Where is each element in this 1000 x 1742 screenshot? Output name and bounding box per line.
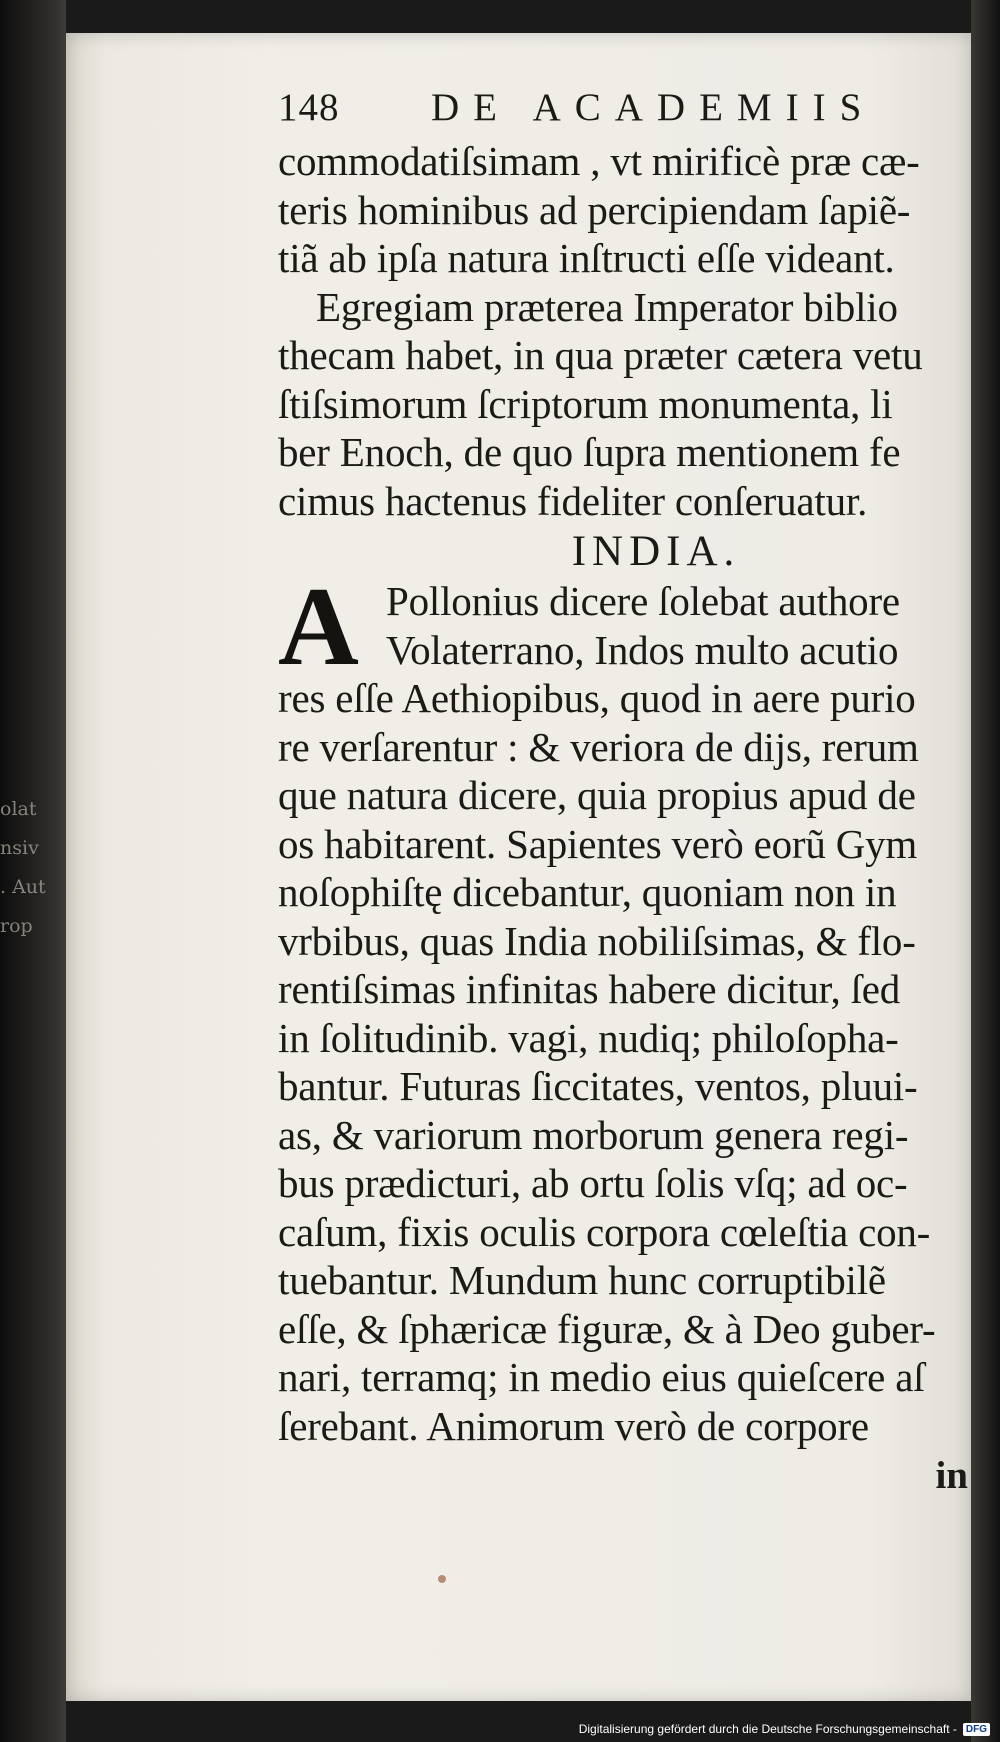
text-line: caſum, fixis oculis corpora cœleſtia con-: [278, 1208, 931, 1255]
ink-spot: [438, 1575, 446, 1583]
text-line: os habitarent. Sapientes verò eorũ Gym: [278, 820, 918, 867]
text-line: rentiſsimas infinitas habere dicitur, ſed: [278, 966, 901, 1012]
text-line: bantur. Futuras ſiccitates, ventos, pluui-: [278, 1063, 918, 1109]
text-line: as, & variorum morborum genera regi-: [278, 1111, 909, 1158]
text-line: nari, terramq; in medio eius quieſcere aſ: [278, 1354, 925, 1400]
text-line: bus prædicturi, ab ortu ſolis vſq; ad oc-: [278, 1160, 908, 1206]
text-line: commodatiſsimam , vt mirificè præ cæ-: [278, 138, 920, 184]
text-line: ber Enoch, de quo ſupra mentionem fe: [278, 429, 901, 475]
footer-text: Digitalisierung gefördert durch die Deutsche Forschungsgemeinschaft -: [578, 1722, 957, 1736]
left-fragment-line: . Aut: [0, 876, 46, 898]
catchword: in: [935, 1454, 968, 1497]
text-line: ſerebant. Animorum verò de corpore: [278, 1402, 869, 1449]
text-line: thecam habet, in qua præter cætera vetu: [278, 332, 923, 378]
text-line: res eſſe Aethiopibus, quod in aere purio: [278, 675, 916, 721]
left-page-fragment: [0, 790, 66, 946]
text-line: ſtiſsimorum ſcriptorum monumenta, li: [278, 380, 893, 427]
text-line: Egregiam præterea Imperator biblio: [316, 283, 898, 330]
text-line: in ſolitudinib. vagi, nudiq; philoſopha-: [278, 1014, 899, 1061]
page-number: 148: [278, 86, 340, 129]
running-title: DE ACADEMIIS: [431, 86, 876, 129]
text-line: cimus hactenus fideliter conſeruatur.: [278, 477, 868, 524]
drop-cap: A: [278, 565, 359, 689]
text-line: que natura dicere, quia propius apud de: [278, 772, 916, 818]
right-page-shadow: [971, 0, 1000, 1742]
text-line: tiã ab ipſa natura inſtructi eſſe videant.: [278, 235, 895, 281]
text-line: re verſarentur : & veriora de dijs, rerum: [278, 723, 919, 770]
text-line: Volaterrano, Indos multo acutio: [386, 626, 899, 673]
text-line: tuebantur. Mundum hunc corruptibilẽ: [278, 1257, 886, 1303]
text-line: teris hominibus ad percipiendam ſapiẽ-: [278, 186, 911, 233]
footer-credit: [579, 1722, 990, 1736]
text-line: eſſe, & ſphæricæ figuræ, & à Deo guber-: [278, 1305, 936, 1352]
paragraph-two: [216, 283, 971, 526]
left-fragment-line: nsiv: [0, 837, 39, 859]
book-page: [66, 33, 971, 1701]
paragraph-three: [216, 565, 971, 1450]
dfg-logo: DFG: [963, 1723, 990, 1736]
section-heading: INDIA.: [571, 528, 741, 575]
text-line: noſophiſtę dicebantur, quoniam non in: [278, 869, 897, 915]
text-line: vrbibus, quas India nobiliſsimas, & flo-: [278, 917, 916, 964]
left-fragment-line: rop: [0, 915, 33, 937]
text-line: Pollonius dicere ſolebat authore: [386, 578, 900, 624]
text-column: [216, 75, 971, 1500]
left-page-edge: [0, 0, 66, 1742]
running-head: [216, 75, 971, 137]
left-fragment-line: olat: [0, 798, 37, 820]
paragraph-one: [216, 137, 971, 283]
